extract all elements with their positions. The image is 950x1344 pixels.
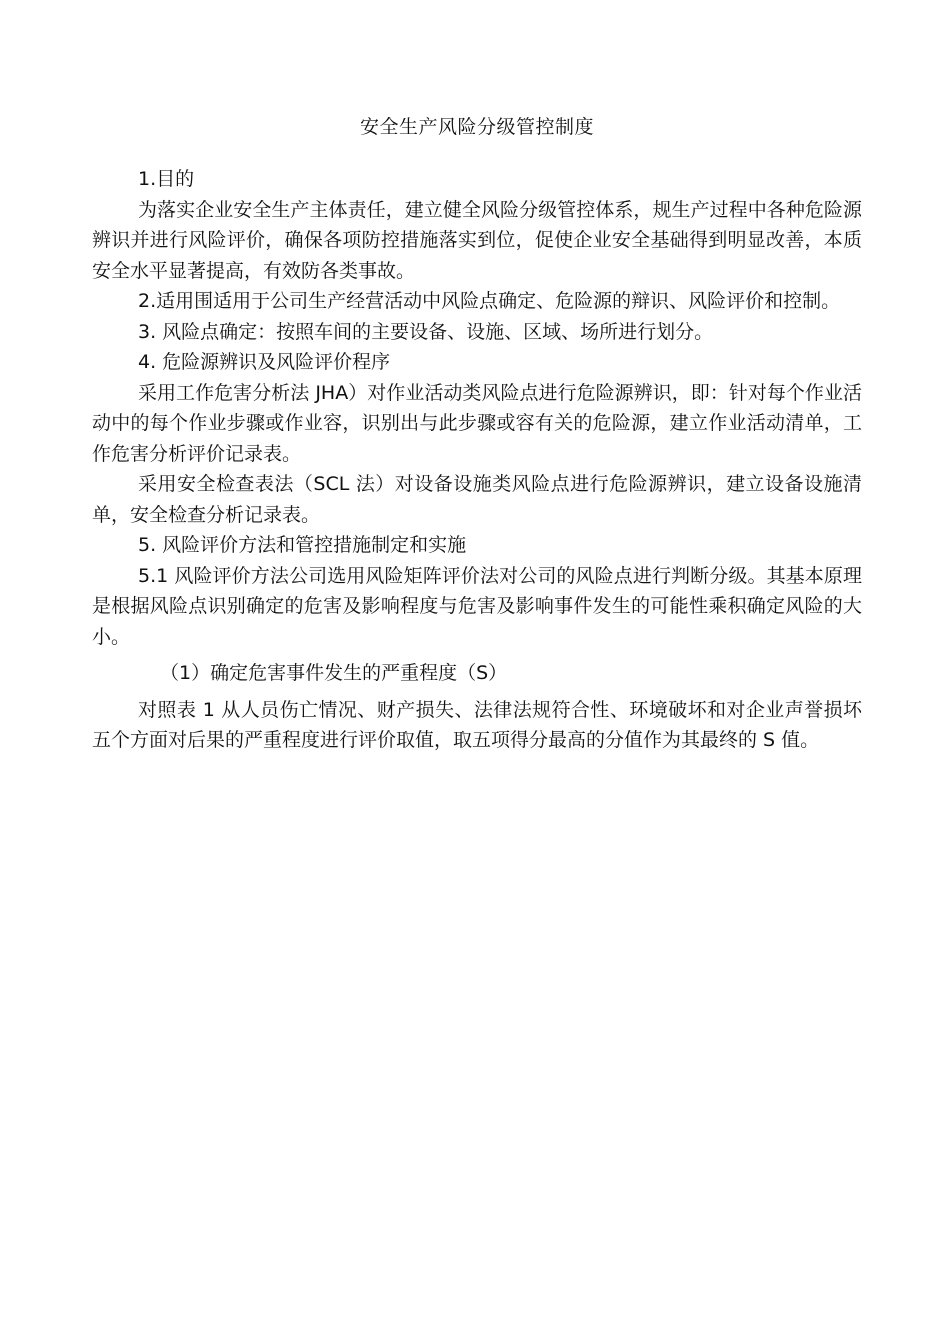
section-5-1-paragraph: 5.1 风险评价方法公司选用风险矩阵评价法对公司的风险点进行判断分级。其基本原理是根据风险点识别确定的危害及影响程度与危害及影响事件发生的可能性乘积确定风险的大小。 — [92, 564, 862, 648]
section-1-heading: 1.目的 — [138, 168, 195, 190]
section-4-scl-paragraph: 采用安全检查表法（SCL 法）对设备设施类风险点进行危险源辨识，建立设备设施清单，安全检查分析记录表。 — [92, 473, 862, 526]
document-title: 安全生产风险分级管控制度 — [359, 116, 594, 138]
section-3-risk-points: 3. 风险点确定：按照车间的主要设备、设施、区域、场所进行划分。 — [138, 320, 714, 343]
section-4-heading: 4. 危险源辨识及风险评价程序 — [138, 351, 391, 373]
section-4-jha-paragraph: 采用工作危害分析法 JHA）对作业活动类风险点进行危险源辨识，即：针对每个作业活动中的每个作业步骤或作业容，识别出与此步骤或容有关的危险源，建立作业活动清单，工作危害分析评价记录表。 — [92, 381, 862, 465]
section-2-scope: 2.适用围适用于公司生产经营活动中风险点确定、危险源的辩识、风险评价和控制。 — [138, 290, 841, 312]
severity-paragraph: 对照表 1 从人员伤亡情况、财产损失、法律法规符合性、环境破坏和对企业声誉损坏五个方面对后果的严重程度进行评价取值，取五项得分最高的分值作为其最终的 S 值。 — [92, 698, 862, 751]
subsection-severity-heading: （1）确定危害事件发生的严重程度（S） — [160, 662, 508, 684]
section-5-heading: 5. 风险评价方法和管控措施制定和实施 — [138, 534, 467, 556]
document-page — [92, 112, 862, 756]
section-1-body: 为落实企业安全生产主体责任，建立健全风险分级管控体系，规生产过程中各种危险源辨识并进行风险评价，确保各项防控措施落实到位，促使企业安全基础得到明显改善，本质安全水平显著提高，有效防各类事故。 — [92, 198, 862, 282]
